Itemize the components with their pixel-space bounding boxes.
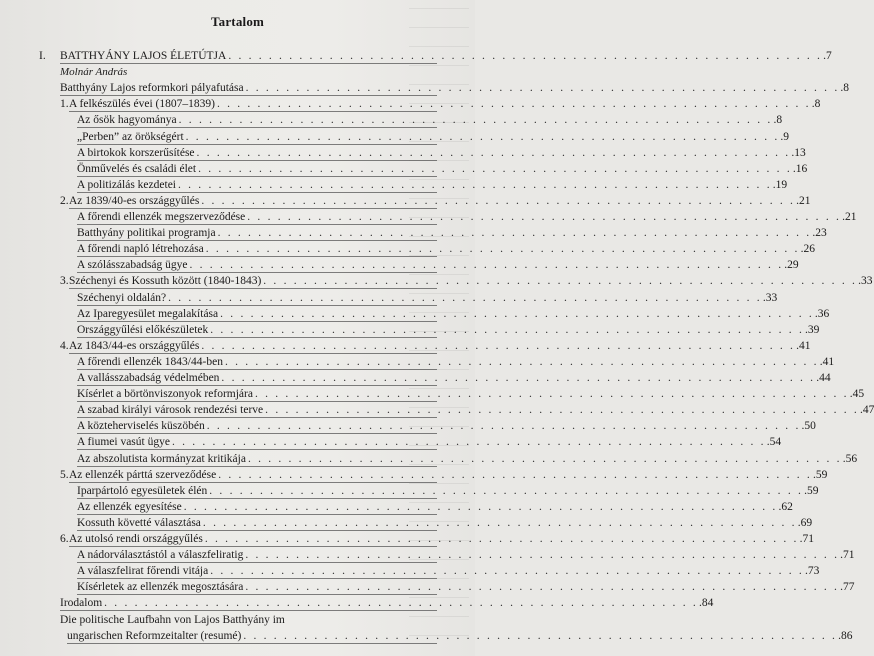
toc-author: Molnár András: [60, 66, 128, 78]
page-number: [839, 579, 854, 595]
toc-entry-line: [77, 112, 783, 128]
page-number: [815, 370, 830, 386]
page-number-dot: .: [849, 388, 853, 400]
toc-entry-line: [60, 80, 850, 96]
toc-entry-line: [77, 370, 831, 386]
toc-entry-line: [77, 322, 820, 338]
toc-entry: [0, 467, 828, 483]
page-number-dot: .: [812, 469, 816, 481]
dot-leader: . . . . . . . . . . . . . . . . . . . . . . . . . . . . . . . . . . . . . . . . . . . . . . . . . . . . . . . . . . .: [217, 227, 812, 239]
page-number: [792, 161, 807, 177]
toc-entry-line: [77, 386, 865, 402]
page-number: [812, 467, 827, 483]
page-number-value: 71: [843, 549, 855, 561]
toc-entry: [0, 579, 855, 595]
toc-entry: [0, 257, 799, 273]
page-number-value: 41: [822, 356, 835, 368]
dot-leader: . . . . . . . . . . . . . . . . . . . . . . . . . . . . . . . . . . . . . . . . . . . . . . . . . . . . . . . . . . .: [245, 581, 840, 593]
toc-entry: [0, 80, 850, 96]
page-number-value: 13: [794, 147, 806, 159]
toc-entry-line: [67, 628, 853, 644]
toc-entry: [0, 193, 811, 209]
dot-leader: . . . . . . . . . . . . . . . . . . . . . . . . . . . . . . . . . . . . . . . . . . . . . . . . . . . . . . . . . . .: [221, 372, 816, 384]
dot-leader: . . . . . . . . . . . . . . . . . . . . . . . . . . . . . . . . . . . . . . . . . . . . . . . . . . . . . . . . . . .: [204, 533, 799, 545]
toc-entry-line: [77, 547, 855, 563]
toc-entry-title: Batthyány politikai programja: [77, 227, 216, 239]
toc-entry-title: A politizálás kezdetei: [77, 179, 176, 191]
page-number: [842, 451, 857, 467]
toc-entry-line: [77, 515, 813, 531]
page-number: [799, 531, 814, 547]
toc-entry-title: Die politische Laufbahn von Lajos Batthyány im: [60, 614, 285, 626]
page-number-value: 44: [819, 372, 831, 384]
toc-entry-line: [69, 273, 873, 289]
page-number-value: 86: [841, 630, 853, 642]
page-number: [783, 257, 798, 273]
page-number-value: 26: [803, 243, 815, 255]
toc-entry-title: Kísérletek az ellenzék megosztására: [77, 581, 244, 593]
toc-entry-line: [77, 241, 815, 257]
dot-leader: . . . . . . . . . . . . . . . . . . . . . . . . . . . . . . . . . . . . . . . . . . . . . . . . . . . . . . . . . . .: [168, 292, 762, 304]
page-number-dot: .: [842, 453, 846, 465]
page-number-dot: .: [797, 517, 801, 529]
toc-entry-title: A nádorválasztástól a válaszfeliratig: [77, 549, 244, 561]
page-number-dot: .: [858, 275, 861, 287]
toc-entry-line: [60, 48, 832, 64]
dot-leader: . . . . . . . . . . . . . . . . . . . . . . . . . . . . . . . . . . . . . . . . . . . . . . . . . . . . . . . . . . .: [247, 211, 842, 223]
toc-entry: [0, 628, 853, 644]
toc-entry-title: A szabad királyi városok rendezési terve: [77, 404, 264, 416]
toc-entry-line: [77, 451, 858, 467]
toc-entry-title: BATTHYÁNY LAJOS ÉLETÚTJA: [60, 50, 227, 62]
toc-entry-line: [77, 499, 793, 515]
page-number-value: 39: [807, 324, 820, 336]
page-number-value: 71: [802, 533, 814, 545]
page-number-dot: .: [804, 485, 807, 497]
dot-leader: . . . . . . . . . . . . . . . . . . . . . . . . . . . . . . . . . . . . . . . . . . . . . . . . . . . . . . . . . . .: [189, 259, 784, 271]
toc-entry: [0, 563, 820, 579]
page-number-dot: .: [778, 501, 782, 513]
toc-entry: [0, 612, 475, 628]
toc-entry-title: Az abszolutista kormányzat kritikája: [77, 453, 246, 465]
page-number: [778, 499, 793, 515]
page-number-dot: .: [840, 581, 843, 593]
toc-entry-line: [77, 563, 820, 579]
toc-entry-title: A válaszfelirat főrendi vitája: [77, 565, 209, 577]
page-number-value: 84: [701, 597, 714, 609]
page-number: [797, 515, 812, 531]
toc-entry-number: 3.: [60, 275, 69, 287]
page-number: [803, 483, 818, 499]
toc-entry: [0, 96, 821, 112]
toc-entry-line: [69, 467, 828, 483]
toc-entry: [0, 322, 820, 338]
toc-entry-title: Iparpártoló egyesületek élén: [77, 485, 208, 497]
toc-entry-line: [77, 402, 874, 418]
page-number-value: 69: [800, 517, 813, 529]
page-number: [822, 48, 832, 64]
toc-entry-title: Irodalom: [60, 597, 103, 609]
toc-entry-line: [77, 161, 808, 177]
page-number-value: 8: [814, 98, 821, 110]
toc-entry-title: Az utolsó rendi országgyűlés: [69, 533, 203, 545]
toc-entry-title: Széchenyi oldalán?: [77, 292, 167, 304]
page-number-value: 56: [845, 453, 858, 465]
page-number: [800, 241, 815, 257]
toc-entry-title: A főrendi ellenzék 1843/44-ben: [77, 356, 223, 368]
dot-leader: . . . . . . . . . . . . . . . . . . . . . . . . . . . . . . . . . . . . . . . . . . . . . . . . . . . . . . . . . . .: [202, 517, 797, 529]
page-number-dot: .: [791, 147, 795, 159]
toc-entry-title: A birtokok korszerűsítése: [77, 147, 195, 159]
page-number-value: 47: [862, 404, 874, 416]
toc-entry: [0, 531, 814, 547]
toc-entry: [0, 434, 782, 450]
page-number: [839, 547, 854, 563]
toc-entry-number: 4.: [60, 340, 69, 352]
page-number-value: 45: [852, 388, 865, 400]
page-number-dot: .: [805, 565, 808, 577]
page-number-value: 50: [804, 420, 816, 432]
toc-entry-title: Az 1839/40-es országgyűlés: [69, 195, 200, 207]
dot-leader: . . . . . . . . . . . . . . . . . . . . . . . . . . . . . . . . . . . . . . . . . . . . . . . . . . . . . . . . . . .: [196, 147, 791, 159]
page-number: [859, 402, 874, 418]
toc-entry-title: A közteherviselés küszöbén: [77, 420, 205, 432]
toc-entry-title: Kísérlet a börtönviszonyok reformjára: [77, 388, 253, 400]
dot-leader: . . . . . . . . . . . . . . . . . . . . . . . . . . . . . . . . . . . . . . . . . . . . . . . . . . . . . . . . . . .: [206, 420, 801, 432]
toc-entry-line: [77, 257, 799, 273]
page-number-dot: .: [823, 50, 826, 62]
page-number: [811, 225, 826, 241]
toc-entry-line: [77, 209, 857, 225]
page-number-dot: .: [698, 597, 702, 609]
toc-entry: [0, 595, 714, 611]
toc-entry-number: I.: [39, 50, 46, 62]
page-number: [814, 306, 829, 322]
toc-entry: [0, 515, 813, 531]
toc-entry-line: [77, 129, 790, 145]
dot-leader: . . . . . . . . . . . . . . . . . . . . . . . . . . . . . . . . . . . . . . . . . . . . . . . . . . . . . . . . . . .: [205, 243, 800, 255]
toc-entry-title: A vallásszabadság védelmében: [77, 372, 220, 384]
page-number-dot: .: [819, 356, 823, 368]
page-number: [801, 418, 816, 434]
page-number-value: 7: [825, 50, 832, 62]
dot-leader: . . . . . . . . . . . . . . . . . . . . . . . . . . . . . . . . . . . . . . . . . . . . . . . . . . . . . . . . . . .: [104, 597, 698, 609]
toc-entry-title: Széchenyi és Kossuth között (1840-1843): [69, 275, 262, 287]
toc-entry-line: [60, 595, 714, 611]
dot-leader: . . . . . . . . . . . . . . . . . . . . . . . . . . . . . . . . . . . . . . . . . . . . . . . . . . . . . . . . . . .: [198, 163, 792, 175]
toc-entry: [0, 161, 808, 177]
toc-entry: [0, 209, 857, 225]
page-number: [790, 145, 805, 161]
dot-leader: . . . . . . . . . . . . . . . . . . . . . . . . . . . . . . . . . . . . . . . . . . . . . . . . . . . . . . . . . . .: [185, 131, 780, 143]
toc-entry-line: [77, 290, 778, 306]
page-number-value: 62: [781, 501, 793, 513]
toc-entry: [0, 64, 475, 80]
page-number: [819, 354, 834, 370]
toc-entry: [0, 273, 873, 289]
page-number-dot: .: [762, 292, 766, 304]
toc-entry: [0, 306, 830, 322]
toc-entry-title: Az Iparegyesület megalakítása: [77, 308, 219, 320]
page-number-dot: .: [838, 630, 841, 642]
page-number-value: 21: [798, 195, 811, 207]
toc-entry: [0, 386, 865, 402]
page-number-dot: .: [800, 243, 804, 255]
dot-leader: . . . . . . . . . . . . . . . . . . . . . . . . . . . . . . . . . . . . . . . . . . . . . . . . . . . . . . . . . . .: [220, 308, 814, 320]
page-number-value: 29: [787, 259, 799, 271]
page-number-dot: .: [796, 195, 799, 207]
toc-entry: [0, 354, 835, 370]
dot-leader: . . . . . . . . . . . . . . . . . . . . . . . . . . . . . . . . . . . . . . . . . . . . . . . . . . . . . . . . . . .: [201, 340, 796, 352]
page-number-value: 33: [765, 292, 778, 304]
page-number-value: 77: [843, 581, 855, 593]
toc-entry-title: A fiumei vasút ügye: [77, 436, 170, 448]
page-number-dot: .: [766, 436, 770, 448]
page-number-dot: .: [842, 211, 845, 223]
toc-entry-line: [77, 579, 855, 595]
page-number: [841, 209, 856, 225]
dot-leader: . . . . . . . . . . . . . . . . . . . . . . . . . . . . . . . . . . . . . . . . . . . . . . . . . . . . . . . . . . .: [210, 565, 805, 577]
toc-entry: [0, 483, 819, 499]
dot-leader: . . . . . . . . . . . . . . . . . . . . . . . . . . . . . . . . . . . . . . . . . . . . . . . . . . . . . . . . . . .: [224, 356, 819, 368]
dot-leader: . . . . . . . . . . . . . . . . . . . . . . . . . . . . . . . . . . . . . . . . . . . . . . . . . . . . . . . . . . .: [178, 114, 773, 126]
toc-entry: [0, 547, 855, 563]
page-number-value: 8: [843, 82, 850, 94]
page-number-dot: .: [811, 98, 815, 110]
page-number-value: 73: [807, 565, 820, 577]
dot-leader: . . . . . . . . . . . . . . . . . . . . . . . . . . . . . . . . . . . . . . . . . . . . . . . . . . . . . . . . . . .: [263, 275, 858, 287]
page-number: [698, 595, 713, 611]
dot-leader: . . . . . . . . . . . . . . . . . . . . . . . . . . . . . . . . . . . . . . . . . . . . . . . . . . . . . . . . . . .: [210, 324, 805, 336]
page-number-dot: .: [805, 324, 808, 336]
dot-leader: . . . . . . . . . . . . . . . . . . . . . . . . . . . . . . . . . . . . . . . . . . . . . . . . . . . . . . . . . . .: [178, 179, 772, 191]
page-number-dot: .: [859, 404, 863, 416]
toc-entry: [0, 338, 811, 354]
toc-entry-title: A főrendi ellenzék megszerveződése: [77, 211, 246, 223]
page-number-dot: .: [772, 179, 776, 191]
page-number-value: 36: [817, 308, 830, 320]
toc-entry-line: [77, 145, 806, 161]
toc-entry: [0, 225, 827, 241]
dot-leader: . . . . . . . . . . . . . . . . . . . . . . . . . . . . . . . . . . . . . . . . . . . . . . . . . . . . . . . . . . .: [216, 98, 811, 110]
toc-entry-number: 2.: [60, 195, 69, 207]
page-number: [772, 112, 782, 128]
toc-entry-line: [69, 193, 811, 209]
dot-leader: . . . . . . . . . . . . . . . . . . . . . . . . . . . . . . . . . . . . . . . . . . . . . . . . . . . . . . . . . . .: [171, 436, 766, 448]
toc-entry-title: Batthyány Lajos reformkori pályafutása: [60, 82, 244, 94]
dot-leader: . . . . . . . . . . . . . . . . . . . . . . . . . . . . . . . . . . . . . . . . . . . . . . . . . . . . . . . . . . .: [201, 195, 796, 207]
page-number-dot: .: [792, 163, 796, 175]
dot-leader: . . . . . . . . . . . . . . . . . . . . . . . . . . . . . . . . . . . . . . . . . . . . . . . . . . . . . . . . . . .: [209, 485, 804, 497]
page-number: [849, 386, 864, 402]
page-number-value: 54: [769, 436, 782, 448]
toc-entry: [0, 290, 778, 306]
toc-entry-title: Az 1843/44-es országgyűlés: [69, 340, 200, 352]
toc-entry-number: 6.: [60, 533, 69, 545]
dot-leader: . . . . . . . . . . . . . . . . . . . . . . . . . . . . . . . . . . . . . . . . . . . . . . . . . . . . . . . . . . .: [247, 453, 842, 465]
toc-entry-title: „Perben” az örökségért: [77, 131, 184, 143]
toc-entry: [0, 145, 806, 161]
toc-entry-title: A felkészülés évei (1807–1839): [69, 98, 215, 110]
toc-entry-title: Az ellenzék egyesítése: [77, 501, 182, 513]
page-number-value: 59: [806, 485, 819, 497]
page-number: [837, 628, 852, 644]
page-number-dot: .: [780, 131, 784, 143]
dot-leader: . . . . . . . . . . . . . . . . . . . . . . . . . . . . . . . . . . . . . . . . . . . . . . . . . . . . . . . . . . .: [245, 82, 840, 94]
toc-entry: [0, 418, 816, 434]
page-number-dot: .: [840, 82, 844, 94]
toc-entry: [0, 370, 831, 386]
page-number: [766, 434, 781, 450]
page-number: [857, 273, 872, 289]
page-number-value: 23: [815, 227, 827, 239]
page-number-value: 19: [775, 179, 788, 191]
toc-entry: [0, 241, 815, 257]
dot-leader: . . . . . . . . . . . . . . . . . . . . . . . . . . . . . . . . . . . . . . . . . . . . . . . . . . . . . . . . . . .: [265, 404, 859, 416]
toc-entry-title: Országgyűlési előkészületek: [77, 324, 209, 336]
toc-entry: [0, 177, 788, 193]
page-number-dot: .: [840, 549, 844, 561]
page-number-value: 9: [783, 131, 790, 143]
toc-entry: [0, 129, 790, 145]
page-number-value: 33: [860, 275, 873, 287]
page-number-dot: .: [784, 259, 788, 271]
page-number: [804, 322, 819, 338]
page-number-dot: .: [773, 114, 777, 126]
toc-entry: [0, 402, 874, 418]
dot-leader: . . . . . . . . . . . . . . . . . . . . . . . . . . . . . . . . . . . . . . . . . . . . . . . . . . . . . . . . . . .: [245, 549, 840, 561]
toc-entry-line: [69, 531, 814, 547]
toc-entry-line: [77, 354, 835, 370]
toc-entry-line: [69, 96, 821, 112]
toc-entry-title: A szólásszabadság ügye: [77, 259, 188, 271]
page-number: [795, 193, 810, 209]
toc-entry-title: Önművelés és családi élet: [77, 163, 197, 175]
toc-entry-line: [77, 177, 788, 193]
toc-entry-title: Az ősök hagyománya: [77, 114, 177, 126]
page-number-dot: .: [812, 227, 816, 239]
toc-entry-line: [77, 225, 827, 241]
toc-entry-title: Az ellenzék párttá szerveződése: [69, 469, 217, 481]
dot-leader: . . . . . . . . . . . . . . . . . . . . . . . . . . . . . . . . . . . . . . . . . . . . . . . . . . . . . . . . . . .: [183, 501, 778, 513]
page-number-dot: .: [814, 308, 818, 320]
page-number-value: 41: [798, 340, 811, 352]
toc-entry-line: [77, 306, 830, 322]
page-number-dot: .: [799, 533, 803, 545]
page-number-value: 8: [776, 114, 783, 126]
toc-entry-line: [69, 338, 811, 354]
page-number-dot: .: [801, 420, 805, 432]
page-number: [762, 290, 777, 306]
page-number: [811, 96, 821, 112]
toc-entry-title: A főrendi napló létrehozása: [77, 243, 204, 255]
page-number-value: 59: [815, 469, 828, 481]
toc-entry: [0, 451, 858, 467]
toc-entry-number: 5.: [60, 469, 69, 481]
toc-heading: Tartalom: [210, 14, 265, 29]
toc-entry: [0, 112, 783, 128]
dot-leader: . . . . . . . . . . . . . . . . . . . . . . . . . . . . . . . . . . . . . . . . . . . . . . . . . . . . . . . . . . .: [243, 630, 838, 642]
toc-entry: [0, 499, 793, 515]
dot-leader: . . . . . . . . . . . . . . . . . . . . . . . . . . . . . . . . . . . . . . . . . . . . . . . . . . . . . . . . . . .: [228, 50, 823, 62]
toc-entry-title: ungarischen Reformzeitalter (resumé): [67, 630, 242, 642]
toc-entry-line: [77, 434, 782, 450]
toc-entry-title: Kossuth követté választása: [77, 517, 201, 529]
page-number-dot: .: [796, 340, 799, 352]
toc-entry: [0, 48, 832, 64]
dot-leader: . . . . . . . . . . . . . . . . . . . . . . . . . . . . . . . . . . . . . . . . . . . . . . . . . . . . . . . . . . .: [218, 469, 812, 481]
page-number-value: 21: [844, 211, 857, 223]
toc-entry-number: 1.: [60, 98, 69, 110]
page-number: [795, 338, 810, 354]
toc-entry-line: [77, 483, 819, 499]
page-number-value: 16: [795, 163, 808, 175]
page-number-dot: .: [816, 372, 820, 384]
page-number: [839, 80, 849, 96]
page-number: [779, 129, 789, 145]
page-number: [772, 177, 787, 193]
toc-entry-line: [77, 418, 816, 434]
page-number: [804, 563, 819, 579]
dot-leader: . . . . . . . . . . . . . . . . . . . . . . . . . . . . . . . . . . . . . . . . . . . . . . . . . . . . . . . . . . .: [254, 388, 849, 400]
